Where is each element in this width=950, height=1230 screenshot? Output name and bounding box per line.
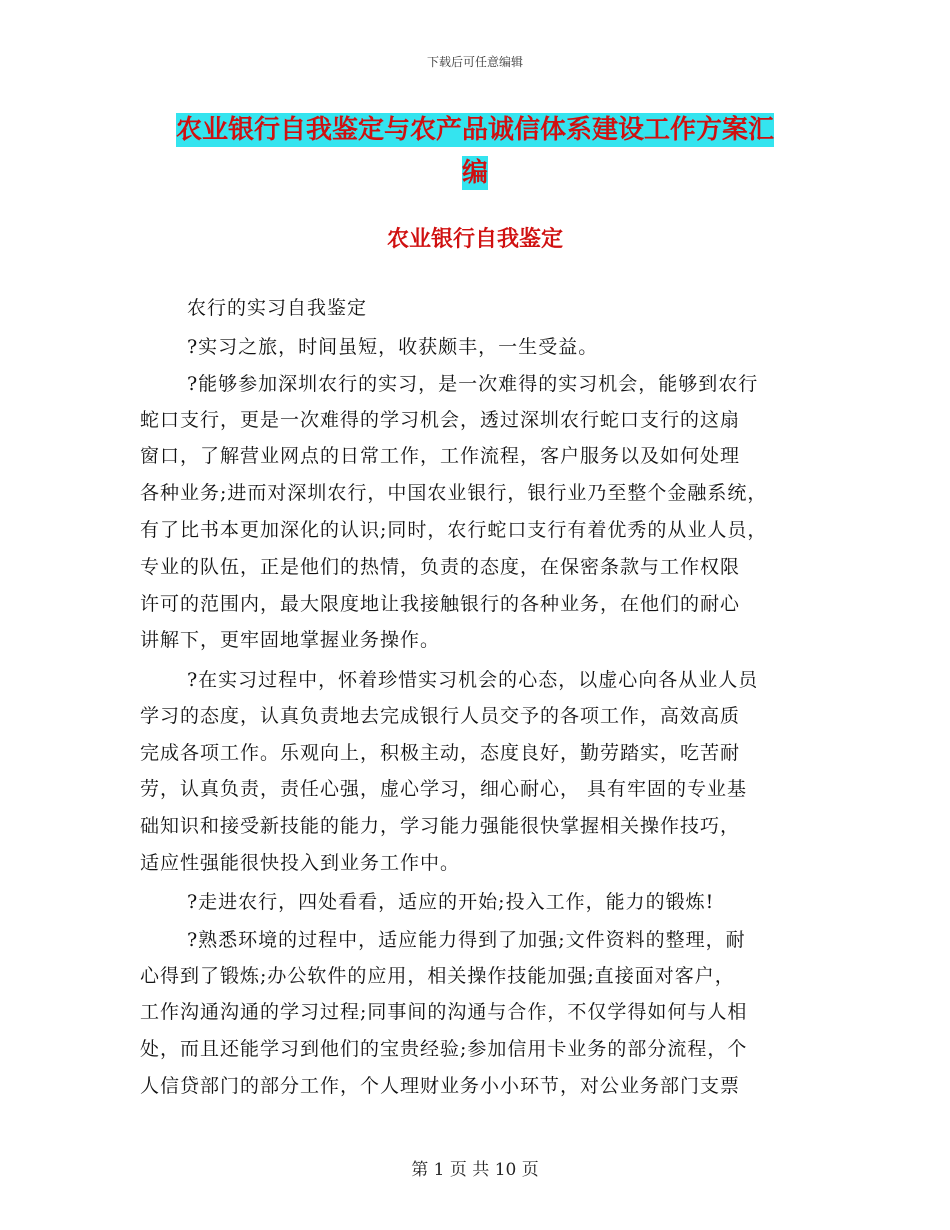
body-line: 劳，认真负责，责任心强，虚心学习，细心耐心， 具有牢固的专业基: [140, 778, 748, 800]
body-line: 完成各项工作。乐观向上，积极主动，态度良好，勤劳踏实，吃苦耐: [140, 742, 741, 764]
body-line: 心得到了锻炼;办公软件的应用，相关操作技能加强;直接面对客户，: [140, 965, 735, 987]
document-title-text-2: 编: [461, 158, 488, 188]
body-line: ?能够参加深圳农行的实习，是一次难得的实习机会，能够到农行: [187, 373, 759, 395]
body-line: 窗口，了解营业网点的日常工作，工作流程，客户服务以及如何处理: [140, 445, 741, 467]
body-line: 农行的实习自我鉴定: [187, 297, 368, 319]
body-line: 工作沟通沟通的学习过程;同事间的沟通与合作，不仅学得如何与人相: [140, 1001, 748, 1023]
page-number: 第 1 页 共 10 页: [411, 1160, 539, 1180]
document-title-line-1: [0, 115, 950, 145]
body-line: 有了比书本更加深化的认识;同时，农行蛇口支行有着优秀的从业人员，: [140, 519, 768, 541]
body-line: ?熟悉环境的过程中，适应能力得到了加强;文件资料的整理，耐: [187, 929, 746, 951]
body-line: ?走进农行，四处看看，适应的开始;投入工作，能力的锻炼!: [187, 891, 715, 913]
document-title-line-2: [0, 158, 950, 188]
body-line: 讲解下，更牢固地掌握业务操作。: [140, 629, 441, 651]
body-line: 蛇口支行，更是一次难得的学习机会，透过深圳农行蛇口支行的这扇: [140, 409, 741, 431]
body-line: 学习的态度，认真负责地去完成银行人员交予的各项工作，高效高质: [140, 705, 741, 727]
body-line: ?在实习过程中，怀着珍惜实习机会的心态，以虚心向各从业人员: [187, 669, 759, 691]
header-note: 下载后可任意编辑: [426, 55, 523, 69]
section-title: 农业银行自我鉴定: [386, 226, 563, 252]
document-title-text-1: 农业银行自我鉴定与农产品诚信体系建设工作方案汇: [175, 115, 774, 145]
body-line: 专业的队伍，正是他们的热情，负责的态度，在保密条款与工作权限: [140, 556, 741, 578]
body-line: 许可的范围内，最大限度地让我接触银行的各种业务，在他们的耐心: [140, 593, 741, 615]
body-line: 人信贷部门的部分工作，个人理财业务小小环节，对公业务部门支票: [140, 1075, 741, 1097]
body-line: 适应性强能很快投入到业务工作中。: [140, 852, 461, 874]
body-line: 处，而且还能学习到他们的宝贵经验;参加信用卡业务的部分流程，个: [140, 1038, 748, 1060]
body-line: 础知识和接受新技能的能力，学习能力强能很快掌握相关操作技巧，: [140, 815, 741, 837]
body-line: ?实习之旅，时间虽短，收获颇丰，一生受益。: [187, 336, 599, 358]
body-line: 各种业务;进而对深圳农行，中国农业银行，银行业乃至整个金融系统，: [140, 482, 768, 504]
